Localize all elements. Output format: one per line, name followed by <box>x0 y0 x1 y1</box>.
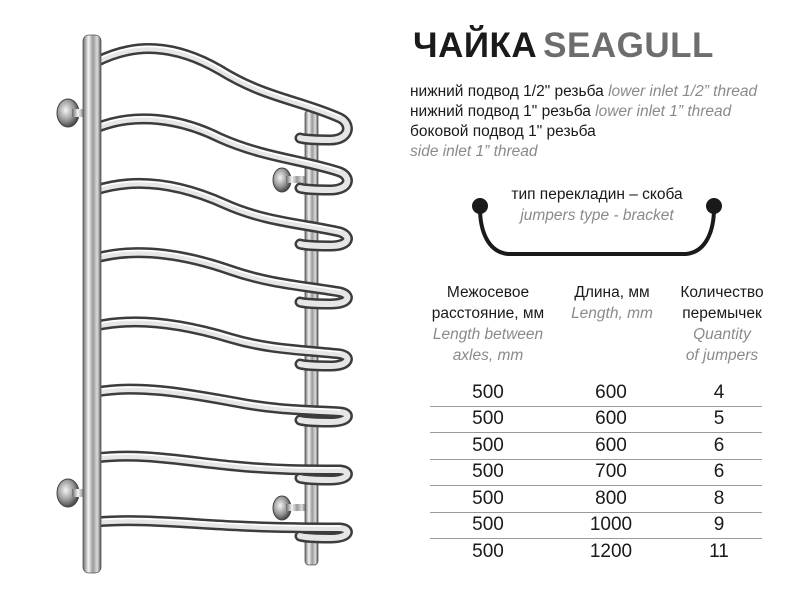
size-table <box>430 380 762 565</box>
table-row <box>430 486 762 513</box>
table-cell: 500 <box>430 380 546 406</box>
column-header-length: Длина, мм Length, mm <box>571 284 653 322</box>
table-cell: 1000 <box>546 512 676 539</box>
connection-ru: нижний подвод 1/2" резьба <box>410 83 604 100</box>
connection-ru: боковой подвод 1" резьба <box>410 123 596 140</box>
table-cell: 800 <box>546 486 676 513</box>
right-post <box>305 110 318 565</box>
table-cell: 1200 <box>589 540 633 562</box>
table-cell: 6 <box>676 433 762 460</box>
table-cell: 500 <box>472 540 504 562</box>
left-post <box>83 35 101 573</box>
table-cell: 600 <box>546 406 676 433</box>
connection-specs <box>410 82 757 162</box>
jumper-type <box>462 186 732 266</box>
table-cell: 500 <box>430 406 546 433</box>
table-cell: 4 <box>676 380 762 406</box>
table-cell: 700 <box>546 459 676 486</box>
connection-line <box>410 122 757 142</box>
table-cell: 5 <box>676 406 762 433</box>
table-cell: 500 <box>430 512 546 539</box>
table-cell: 11 <box>709 540 729 562</box>
jumper-type-ru: тип перекладин – скоба <box>511 186 683 203</box>
column-header-axle-distance: Межосевое расстояние, мм Length between axles, mm <box>431 284 545 364</box>
table-cell: 500 <box>430 486 546 513</box>
table-row <box>430 539 762 565</box>
connection-line <box>410 142 757 162</box>
table-row <box>430 380 762 406</box>
connection-line <box>410 102 757 122</box>
table-cell: 8 <box>676 486 762 513</box>
table-row <box>430 459 762 486</box>
table-cell: 500 <box>430 433 546 460</box>
product-title-en: SEAGULL <box>543 26 714 65</box>
connection-line <box>410 82 757 102</box>
table-cell: 600 <box>546 433 676 460</box>
jumper-type-en: jumpers type - bracket <box>520 207 674 224</box>
table-cell: 9 <box>676 512 762 539</box>
table-cell: 6 <box>676 459 762 486</box>
connection-ru: нижний подвод 1" резьба <box>410 103 591 120</box>
product-title-ru: ЧАЙКА <box>413 26 538 65</box>
connection-en: lower inlet 1” thread <box>595 103 732 120</box>
table-cell: 600 <box>546 380 676 406</box>
table-cell: 500 <box>430 459 546 486</box>
table-row <box>430 433 762 460</box>
column-header-jumpers: Количество перемычек Quantity of jumpers <box>680 284 764 364</box>
connection-en: lower inlet 1/2” thread <box>608 83 758 100</box>
table-row <box>430 406 762 433</box>
product-title <box>413 26 714 66</box>
connection-en: side inlet 1” thread <box>410 143 538 160</box>
table-row <box>430 512 762 539</box>
